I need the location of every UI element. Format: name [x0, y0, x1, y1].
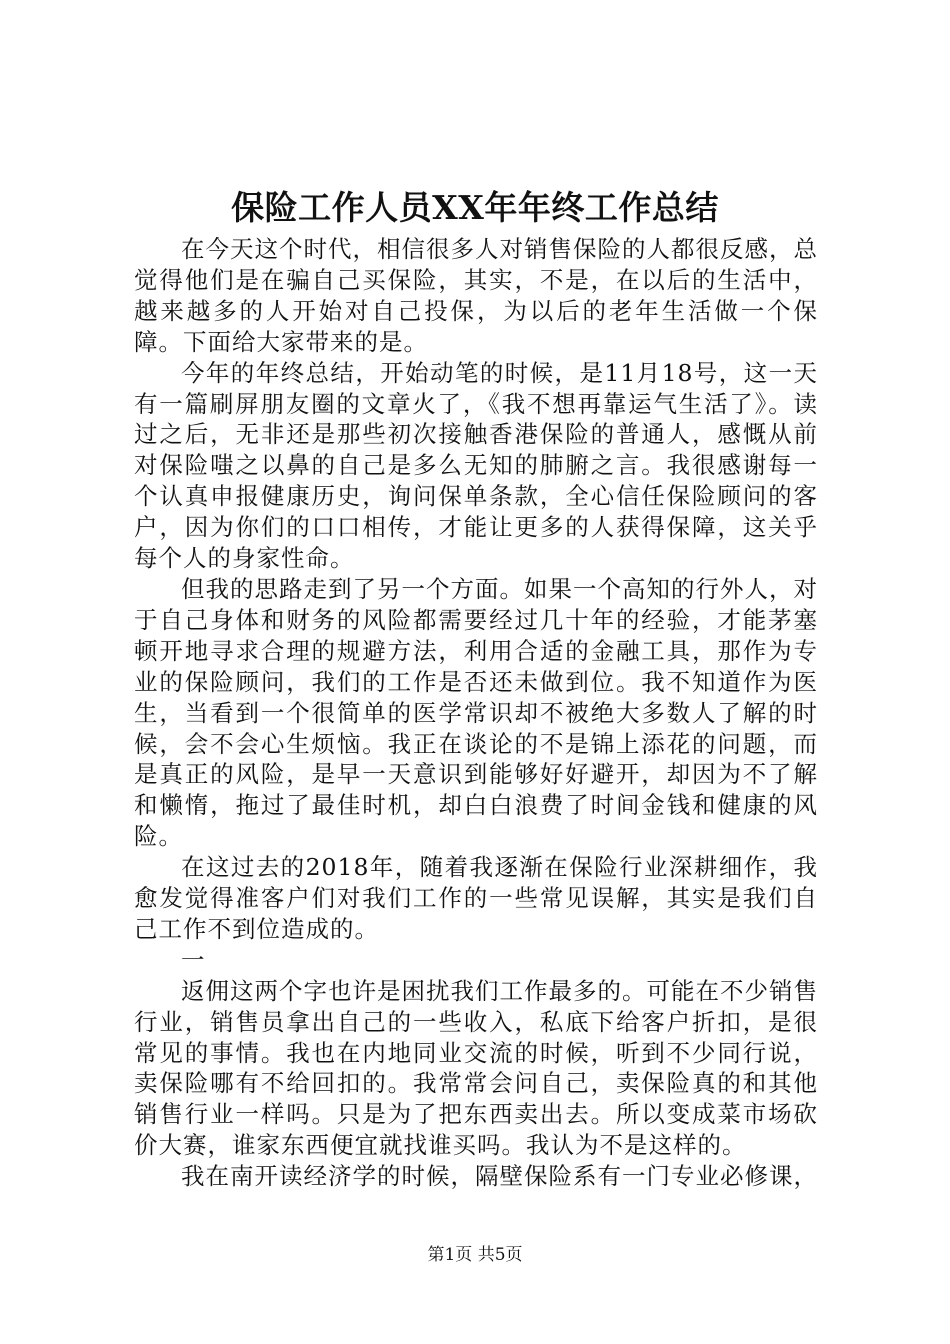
- page-footer: 第1页 共5页: [427, 1245, 523, 1265]
- paragraph-reflection: 但我的思路走到了另一个方面。如果一个高知的行外人，对于自己身体和财务的风险都需要经过几十年的经验，才能茅塞顿开地寻求合理的规避方法，利用合适的金融工具，那作为专业的保险顾问，我们的工作是否还未做到位。我不知道作为医生，当看到一个很简单的医学常识却不被绝大多数人了解的时候，会不会心生烦恼。我正在谈论的不是锦上添花的问题，而是真正的风险，是早一天意识到能够好好避开，却因为不了解和懒惰，拖过了最佳时机，却白白浪费了时间金钱和健康的风险。: [134, 574, 818, 851]
- paragraph-nankai: 我在南开读经济学的时候，隔壁保险系有一门专业必修课，: [181, 1162, 818, 1191]
- paragraph-intro: 在今天这个时代，相信很多人对销售保险的人都很反感，总觉得他们是在骗自己买保险，其实，不是，在以后的生活中，越来越多的人开始对自己投保，为以后的老年生活做一个保障。下面给大家带来的是。: [134, 235, 818, 356]
- document-title: 保险工作人员XX年年终工作总结: [231, 188, 719, 227]
- paragraph-2018: 在这过去的2018年，随着我逐渐在保险行业深耕细作，我愈发觉得准客户们对我们工作的一些常见误解，其实是我们自己工作不到位造成的。: [134, 853, 818, 943]
- paragraph-year-end-summary: 今年的年终总结，开始动笔的时候，是11月18号，这一天有一篇刷屏朋友圈的文章火了，《我不想再靠运气生活了》。读过之后，无非还是那些初次接触香港保险的普通人，感慨从前对保险嗤之以鼻的自己是多么无知的肺腑之言。我很感谢每一个认真申报健康历史，询问保单条款，全心信任保险顾问的客户，因为你们的口口相传，才能让更多的人获得保障，这关乎每个人的身家性命。: [134, 358, 818, 573]
- document-body: [134, 234, 818, 1192]
- paragraph-rebate: 返佣这两个字也许是困扰我们工作最多的。可能在不少销售行业，销售员拿出自己的一些收入，私底下给客户折扣，是很常见的事情。我也在内地同业交流的时候，听到不少同行说，卖保险哪有不给回扣的。我常常会问自己，卖保险真的和其他销售行业一样吗。只是为了把东西卖出去。所以变成菜市场砍价大赛，谁家东西便宜就找谁买吗。我认为不是这样的。: [134, 976, 818, 1160]
- section-heading-one: 一: [181, 945, 206, 974]
